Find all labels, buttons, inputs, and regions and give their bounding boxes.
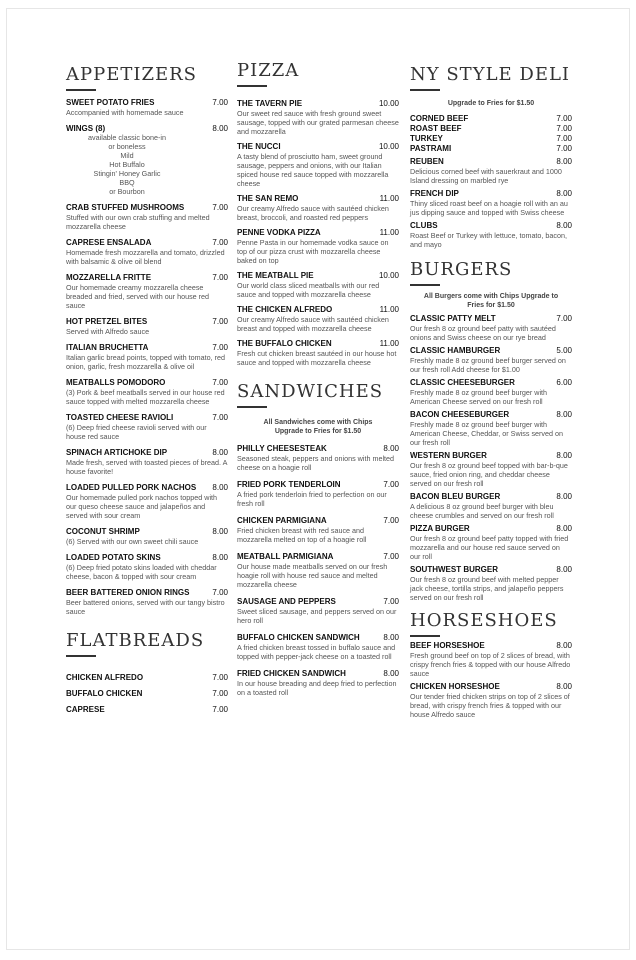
item-name: MEATBALLS POMODORO	[66, 378, 166, 387]
menu-item	[237, 194, 399, 222]
item-description: (6) Served with our own sweet chili sauce	[66, 537, 199, 546]
menu-item	[410, 682, 572, 719]
menu-item	[66, 203, 228, 231]
item-name: ITALIAN BRUCHETTA	[66, 343, 149, 352]
item-price: 8.00	[556, 189, 572, 198]
menu-item	[237, 142, 399, 188]
divider	[410, 635, 440, 637]
burgers-note: All Burgers come with Chips Upgrade to Fries for $1.50	[423, 293, 559, 309]
item-name: THE CHICKEN ALFREDO	[237, 305, 333, 314]
menu-item	[410, 451, 572, 488]
item-name: TURKEY	[410, 134, 443, 143]
item-description: Our fresh 8 oz ground beef topped with bar-b-que sauce, fried onion ring, and cheddar cheese served on our fresh roll	[410, 461, 568, 488]
item-description: Our fresh 8 oz ground beef with melted pepper jack cheese, tortilla strips, and jalapeño peppers served on our fresh roll	[410, 575, 564, 602]
item-price: 7.00	[556, 314, 572, 323]
burgers-list	[410, 314, 572, 602]
item-price: 11.00	[379, 194, 399, 203]
item-name: CORNED BEEF	[410, 114, 469, 123]
flatbreads-list	[66, 673, 228, 714]
divider	[410, 89, 440, 91]
column-right	[410, 64, 572, 719]
item-price: 7.00	[556, 114, 572, 123]
menu-item	[237, 552, 399, 589]
item-price: 8.00	[212, 553, 228, 562]
item-name: SAUSAGE AND PEPPERS	[237, 597, 336, 606]
item-price: 8.00	[556, 451, 572, 460]
item-description: A tasty blend of prosciutto ham, sweet ground sausage, peppers and onions, with our Italian spiced house red sauce topped with mozzarella cheese	[237, 152, 389, 188]
divider	[237, 85, 267, 87]
item-name: THE TAVERN PIE	[237, 99, 303, 108]
menu-item	[66, 238, 228, 266]
menu-item	[66, 273, 228, 310]
item-price: 6.00	[556, 378, 572, 387]
item-name: THE NUCCI	[237, 142, 281, 151]
deli-heading: NY STYLE DELI	[410, 64, 571, 85]
item-description: Accompanied with homemade sauce	[66, 108, 184, 117]
item-description: Our fresh 8 oz ground beef patty with sautéed onions and Swiss cheese on our rye bread	[410, 324, 556, 342]
item-price: 7.00	[556, 144, 572, 153]
item-name: BEER BATTERED ONION RINGS	[66, 588, 190, 597]
divider	[410, 284, 440, 286]
item-price: 7.00	[383, 552, 399, 561]
menu-item	[66, 317, 228, 336]
menu-item	[66, 448, 228, 476]
item-name: CLASSIC PATTY MELT	[410, 314, 496, 323]
item-price: 8.00	[383, 444, 399, 453]
menu-item	[237, 99, 399, 136]
wings-option: or Bourbon	[109, 187, 145, 196]
item-price: 7.00	[212, 588, 228, 597]
menu-item	[237, 271, 399, 299]
menu-item	[66, 413, 228, 441]
item-description: Our tender fried chicken strips on top of 2 slices of bread, with crispy french fries & topped with our house Alfredo sauce	[410, 692, 570, 719]
column-left	[66, 64, 228, 714]
item-price: 8.00	[383, 633, 399, 642]
item-price: 8.00	[556, 524, 572, 533]
menu-item	[410, 124, 572, 133]
item-name: FRIED CHICKEN SANDWICH	[237, 669, 346, 678]
divider	[66, 655, 96, 657]
menu-item	[237, 669, 399, 697]
item-description: Fresh cut chicken breast sautéed in our house hot sauce and topped with mozzarella cheese	[237, 349, 397, 367]
menu-item	[410, 144, 572, 153]
item-price: 8.00	[556, 641, 572, 650]
item-name: CHICKEN ALFREDO	[66, 673, 144, 682]
menu-item	[66, 483, 228, 520]
item-name: BUFFALO CHICKEN SANDWICH	[237, 633, 360, 642]
item-name: THE BUFFALO CHICKEN	[237, 339, 332, 348]
menu-item	[410, 492, 572, 520]
wings-option: BBQ	[119, 178, 135, 187]
deli-note: Upgrade to Fries for $1.50	[447, 100, 535, 107]
item-description: Seasoned steak, peppers and onions with melted cheese on a hoagie roll	[237, 454, 395, 472]
menu-item	[66, 689, 228, 698]
item-name: BACON CHEESEBURGER	[410, 410, 510, 419]
item-name: CRAB STUFFED MUSHROOMS	[66, 203, 185, 212]
item-name: ROAST BEEF	[410, 124, 462, 133]
item-description: Our homemade pulled pork nachos topped with our queso cheese sauce and jalapeños and served with sour cream	[66, 493, 218, 520]
item-price: 11.00	[379, 228, 399, 237]
item-description: In our house breading and deep fried to perfection on a toasted roll	[237, 679, 397, 697]
item-price: 11.00	[379, 339, 399, 348]
item-description: Homemade fresh mozzarella and tomato, drizzled with balsamic & olive oil blend	[66, 248, 225, 266]
item-price: 7.00	[212, 705, 228, 714]
sandwiches-note: All Sandwiches come with Chips Upgrade to Fries for $1.50	[263, 419, 373, 435]
item-description: Served with Alfredo sauce	[66, 327, 150, 336]
item-description: Italian garlic bread points, topped with tomato, red onion, garlic, fresh mozzarella & olive oil	[66, 353, 226, 371]
divider	[237, 406, 267, 408]
item-price: 8.00	[556, 221, 572, 230]
wings-option: or boneless	[108, 142, 146, 151]
item-price: 7.00	[212, 689, 228, 698]
appetizers-list	[66, 98, 228, 616]
item-price: 7.00	[212, 343, 228, 352]
menu-item	[66, 705, 228, 714]
item-price: 8.00	[556, 410, 572, 419]
item-description: Beer battered onions, served with our tangy bistro sauce	[66, 598, 225, 616]
item-description: Sweet sliced sausage, and peppers served on our hero roll	[237, 607, 397, 625]
menu-item	[410, 314, 572, 342]
item-name: CLUBS	[410, 221, 438, 230]
item-name: WESTERN BURGER	[410, 451, 487, 460]
horseshoes-list	[410, 641, 572, 719]
item-description: Penne Pasta in our homemade vodka sauce on top of our pizza crust with mozzarella cheese baked on top	[237, 238, 389, 265]
menu-item	[410, 346, 572, 374]
item-price: 7.00	[383, 597, 399, 606]
item-name: PIZZA BURGER	[410, 524, 470, 533]
item-description: Freshly made 8 oz ground beef burger served on our fresh roll Add cheese for $1.00	[410, 356, 566, 374]
menu-item	[237, 633, 399, 661]
item-description: (3) Pork & beef meatballs served in our house red sauce topped with melted mozzarella cheese	[66, 388, 225, 406]
item-description: A fried pork tenderloin fried to perfection on our fresh roll	[237, 490, 387, 508]
wings-options	[66, 133, 188, 196]
item-price: 7.00	[212, 273, 228, 282]
item-price: 10.00	[378, 271, 399, 280]
sandwiches-heading: SANDWICHES	[237, 381, 384, 402]
menu-item	[66, 527, 228, 546]
item-name: CLASSIC HAMBURGER	[410, 346, 501, 355]
item-price: 7.00	[212, 98, 228, 107]
menu-item	[237, 597, 399, 625]
pizza-list	[237, 99, 399, 367]
item-name: MOZZARELLA FRITTE	[66, 273, 152, 282]
menu-item	[66, 553, 228, 581]
menu-item	[66, 378, 228, 406]
item-description: Our creamy Alfredo sauce with sautéed chicken breast, broccoli, and roasted red peppers	[237, 204, 389, 222]
item-description: Our homemade creamy mozzarella cheese breaded and fried, served with our house red sauce	[66, 283, 210, 310]
sandwiches-list	[237, 444, 399, 697]
menu-item	[410, 114, 572, 123]
item-name: BACON BLEU BURGER	[410, 492, 501, 501]
menu-item	[410, 189, 572, 217]
item-name: CHICKEN HORSESHOE	[410, 682, 500, 691]
item-name: CAPRESE ENSALADA	[66, 238, 152, 247]
item-name: SPINACH ARTICHOKE DIP	[66, 448, 168, 457]
item-name: PASTRAMI	[410, 144, 452, 153]
pizza-heading: PIZZA	[237, 60, 300, 81]
item-description: Fresh ground beef on top of 2 slices of bread, with crispy french fries & topped with our house Alfredo sauce	[410, 651, 571, 678]
deli-list	[410, 114, 572, 249]
flatbreads-heading: FLATBREADS	[66, 630, 205, 651]
item-name: TOASTED CHEESE RAVIOLI	[66, 413, 174, 422]
item-description: Our world class sliced meatballs with our red sauce and topped with mozzarella cheese	[237, 281, 380, 299]
menu-item	[237, 480, 399, 508]
item-price: 10.00	[378, 142, 399, 151]
item-price: 7.00	[212, 203, 228, 212]
item-price: 8.00	[556, 565, 572, 574]
menu-item	[66, 98, 228, 117]
item-price: 7.00	[212, 378, 228, 387]
menu-item	[410, 157, 572, 185]
item-price: 7.00	[556, 124, 572, 133]
item-name: WINGS (8)	[66, 124, 106, 133]
item-name: SOUTHWEST BURGER	[410, 565, 498, 574]
item-price: 7.00	[212, 238, 228, 247]
wings-option: Hot Buffalo	[109, 160, 145, 169]
item-price: 10.00	[378, 99, 399, 108]
item-description: (6) Deep fried potato skins loaded with cheddar cheese, bacon & topped with sour cream	[66, 563, 217, 581]
item-description: Roast Beef or Turkey with lettuce, tomato, bacon, and mayo	[410, 231, 568, 249]
wings-option: Stingin' Honey Garlic	[93, 169, 161, 178]
item-name: CLASSIC CHEESEBURGER	[410, 378, 515, 387]
menu-item	[410, 378, 572, 406]
item-name: CAPRESE	[66, 705, 105, 714]
menu-item	[410, 565, 572, 602]
burgers-heading: BURGERS	[410, 259, 513, 280]
item-price: 8.00	[383, 669, 399, 678]
item-name: THE SAN REMO	[237, 194, 299, 203]
item-description: Made fresh, served with toasted pieces of bread. A house favorite!	[66, 458, 228, 476]
item-name: MEATBALL PARMIGIANA	[237, 552, 334, 561]
item-name: LOADED POTATO SKINS	[66, 553, 161, 562]
menu-item	[410, 410, 572, 447]
menu-item	[410, 524, 572, 561]
menu-item	[237, 444, 399, 472]
item-name: LOADED PULLED PORK NACHOS	[66, 483, 197, 492]
item-price: 8.00	[212, 448, 228, 457]
item-name: REUBEN	[410, 157, 444, 166]
menu-item	[66, 588, 228, 616]
item-name: SWEET POTATO FRIES	[66, 98, 155, 107]
item-price: 5.00	[556, 346, 572, 355]
item-price: 7.00	[212, 673, 228, 682]
item-name: COCONUT SHRIMP	[66, 527, 140, 536]
menu-item	[410, 641, 572, 678]
menu-item	[237, 516, 399, 544]
item-name: PHILLY CHEESESTEAK	[237, 444, 327, 453]
horseshoes-heading: HORSESHOES	[410, 610, 558, 631]
item-description: Fried chicken breast with red sauce and mozzarella melted on top of a hoagie roll	[237, 526, 367, 544]
item-description: A fried chicken breast tossed in buffalo sauce and topped with pepper-jack cheese on a toasted roll	[237, 643, 396, 661]
item-price: 7.00	[212, 413, 228, 422]
item-name: FRENCH DIP	[410, 189, 459, 198]
item-price: 8.00	[212, 124, 228, 133]
menu-item	[237, 339, 399, 367]
item-price: 7.00	[383, 480, 399, 489]
item-price: 7.00	[383, 516, 399, 525]
wings-option: available classic bone-in	[88, 133, 166, 142]
item-description: Delicious corned beef with sauerkraut and 1000 Island dressing on marbled rye	[410, 167, 562, 185]
item-name: BEEF HORSESHOE	[410, 641, 485, 650]
menu-item	[66, 343, 228, 371]
item-name: CHICKEN PARMIGIANA	[237, 516, 327, 525]
item-description: Stuffed with our own crab stuffing and melted mozzarella cheese	[66, 213, 210, 231]
item-description: Our creamy Alfredo sauce with sautéed chicken breast and topped with mozzarella cheese	[237, 315, 389, 333]
item-description: Our fresh 8 oz ground beef patty topped with fried mozzarella and our house red sauce served on our roll	[410, 534, 569, 561]
divider	[66, 89, 96, 91]
item-name: PENNE VODKA PIZZA	[237, 228, 321, 237]
menu-item	[410, 221, 572, 249]
item-name: THE MEATBALL PIE	[237, 271, 314, 280]
item-price: 8.00	[556, 157, 572, 166]
menu-item	[410, 134, 572, 143]
item-description: (6) Deep fried cheese ravioli served with our house red sauce	[66, 423, 207, 441]
item-price: 8.00	[556, 492, 572, 501]
item-name: HOT PRETZEL BITES	[66, 317, 148, 326]
item-name: BUFFALO CHICKEN	[66, 689, 143, 698]
item-description: Freshly made 8 oz ground beef burger with American Cheese, Cheddar, or Swiss served on our fresh roll	[410, 420, 564, 447]
item-price: 7.00	[556, 134, 572, 143]
menu-item	[237, 228, 399, 265]
menu-item	[237, 305, 399, 333]
item-price: 7.00	[212, 317, 228, 326]
item-description: Our house made meatballs served on our fresh hoagie roll with house red sauce and melted mozzarella cheese	[237, 562, 388, 589]
appetizers-heading: APPETIZERS	[66, 64, 198, 85]
column-middle	[237, 60, 399, 697]
item-description: A delicious 8 oz ground beef burger with bleu cheese crumbles and served on our fresh roll	[410, 502, 554, 520]
item-description: Our sweet red sauce with fresh ground sweet sausage, topped with our grated parmesan cheese and mozzarella	[237, 109, 399, 136]
menu-item	[66, 124, 228, 196]
wings-option: Mild	[120, 151, 134, 160]
item-description: Thiny sliced roast beef on a hoagie roll with an au jus dipping sauce and topped with Swiss cheese	[410, 199, 568, 217]
item-price: 8.00	[556, 682, 572, 691]
item-price: 11.00	[379, 305, 399, 314]
item-price: 8.00	[212, 483, 228, 492]
item-name: FRIED PORK TENDERLOIN	[237, 480, 341, 489]
item-description: Freshly made 8 oz ground beef burger with American Cheese served on our fresh roll	[410, 388, 548, 406]
menu-item	[66, 673, 228, 682]
item-price: 8.00	[212, 527, 228, 536]
